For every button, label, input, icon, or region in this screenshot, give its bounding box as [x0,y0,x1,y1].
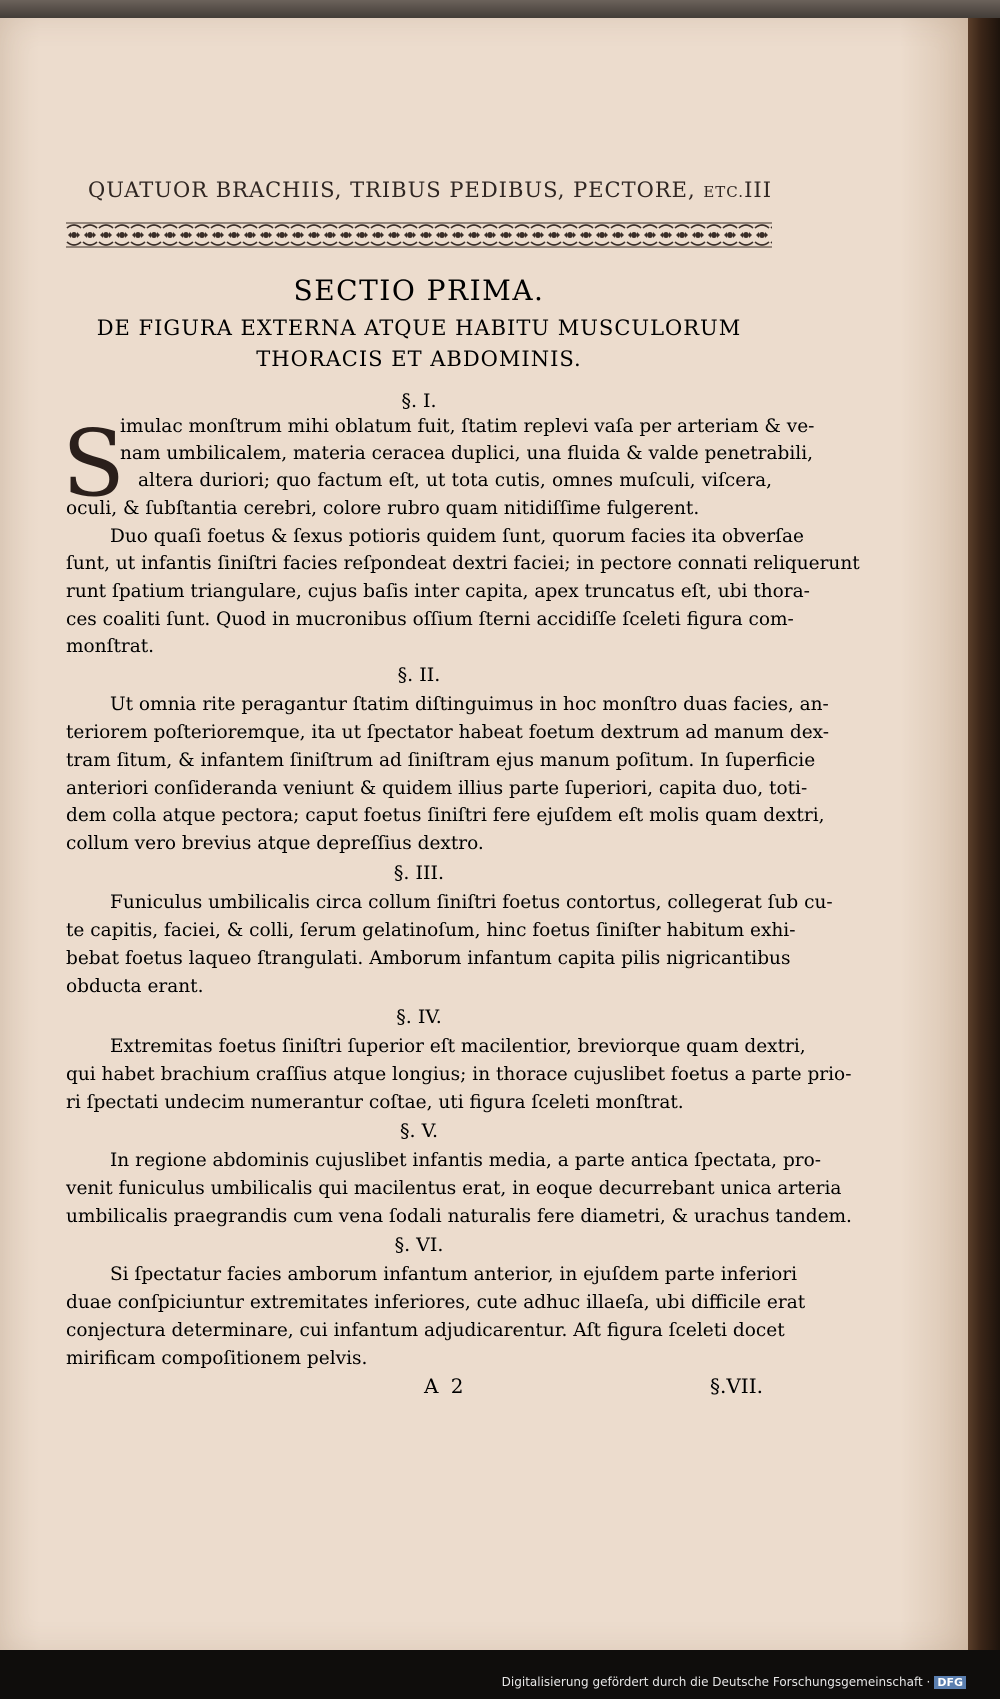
digitization-credit: Digitalisierung gefördert durch die Deutsche Forschungsgemeinschaft · DFG [502,1675,966,1689]
text-line: nam umbilicalem, materia ceracea duplici, una fluida & valde penetrabili, [120,443,813,464]
text-line: collum vero brevius atque depreſſius dextro. [66,833,484,854]
section-subtitle-line-2: THORACIS ET ABDOMINIS. [256,347,582,371]
section-title: SECTIO PRIMA. [293,274,545,307]
text-line: oculi, & ſubſtantia cerebri, colore rubro quam nitidiſſime fulgerent. [66,498,700,519]
page-edge-binding [968,18,1000,1650]
text-line: ces coaliti ſunt. Quod in mucronibus oſſium ſterni accidiſſe ſceleti figura com- [66,609,794,630]
text-line: ri ſpectati undecim numerantur coſtae, uti figura ſceleti monſtrat. [66,1092,684,1113]
text-line: qui habet brachium craſſius atque longius; in thorace cujuslibet foetus a parte prio- [66,1064,852,1085]
text-line: ſunt, ut infantis ſiniſtri facies reſpondeat dextri faciei; in pectore connati reliquerunt [66,553,860,574]
text-line: anteriori conſideranda veniunt & quidem illius parte ſuperiori, capita duo, toti- [66,778,808,799]
text-line: bebat foetus laqueo ſtrangulati. Amborum infantum capita pilis nigricantibus [66,948,791,969]
text-line: mirificam compoſitionem pelvis. [66,1348,368,1369]
text-line: Si ſpectatur facies amborum infantum anterior, in ejuſdem parte inferiori [110,1264,798,1285]
text-line: obducta erant. [66,976,204,997]
scan-bottom-band [0,1650,1000,1699]
text-line: Ut omnia rite peragantur ſtatim diſtinguimus in hoc monſtro duas facies, an- [110,694,829,715]
text-line: In regione abdominis cujuslibet infantis media, a parte antica ſpectata, pro- [110,1150,822,1171]
text-line: te capitis, faciei, & colli, ſerum gelatinoſum, hinc foetus ſiniſter habitum exhi- [66,920,796,941]
text-line: teriorem poſterioremque, ita ut ſpectator habeat foetum dextrum ad manum dex- [66,722,830,743]
text-line: umbilicalis praegrandis cum vena ſodali naturalis fere diametri, & urachus tandem. [66,1206,852,1227]
text-line: duae conſpiciuntur extremitates inferiores, cute adhuc illaeſa, ubi difficile erat [66,1292,806,1313]
text-line: dem colla atque pectora; caput foetus ſiniſtri fere ejuſdem eſt molis quam dextri, [66,805,825,826]
text-line: Extremitas foetus ſiniſtri ſuperior eſt macilentior, breviorque quam dextri, [110,1036,806,1057]
running-head-title: QUATUOR BRACHIIS, TRIBUS PEDIBUS, PECTORE, ETC. [88,178,745,202]
section-paragraph-number: §. VI. [394,1234,444,1256]
dfg-logo: DFG [934,1676,966,1689]
section-paragraph-number: §. II. [397,664,441,686]
page-number: III [744,178,772,202]
text-line: monſtrat. [66,636,155,657]
text-line: imulac monſtrum mihi oblatum fuit, ſtatim replevi vaſa per arteriam & ve- [120,416,815,437]
section-paragraph-number: §. III. [393,862,445,884]
ornament-border [66,222,772,248]
signature-mark: A 2 [424,1374,467,1398]
text-line: Duo quaſi foetus & ſexus potioris quidem ſunt, quorum facies ita obverſae [110,526,804,547]
text-line: venit funiculus umbilicalis qui macilentus erat, in eoque decurrebant unica arteria [66,1178,842,1199]
drop-cap: S [62,410,126,517]
section-paragraph-number: §. I. [401,390,437,412]
text-line: Funiculus umbilicalis circa collum ſiniſtri foetus contortus, collegerat ſub cu- [110,892,833,913]
catchword: §.VII. [710,1374,763,1398]
text-line: tram ſitum, & infantem ſiniſtrum ad ſiniſtram ejus manum poſitum. In ſuperficie [66,750,816,771]
section-paragraph-number: §. IV. [396,1006,442,1028]
text-line: conjectura determinare, cui infantum adjudicarentur. Aſt figura ſceleti docet [66,1320,785,1341]
text-line: altera duriori; quo factum eſt, ut tota cutis, omnes muſculi, viſcera, [138,470,772,491]
section-subtitle-line-1: DE FIGURA EXTERNA ATQUE HABITU MUSCULORUM [96,316,742,340]
section-paragraph-number: §. V. [399,1120,439,1142]
text-line: runt ſpatium triangulare, cujus baſis inter capita, apex truncatus eſt, ubi thora- [66,581,810,602]
